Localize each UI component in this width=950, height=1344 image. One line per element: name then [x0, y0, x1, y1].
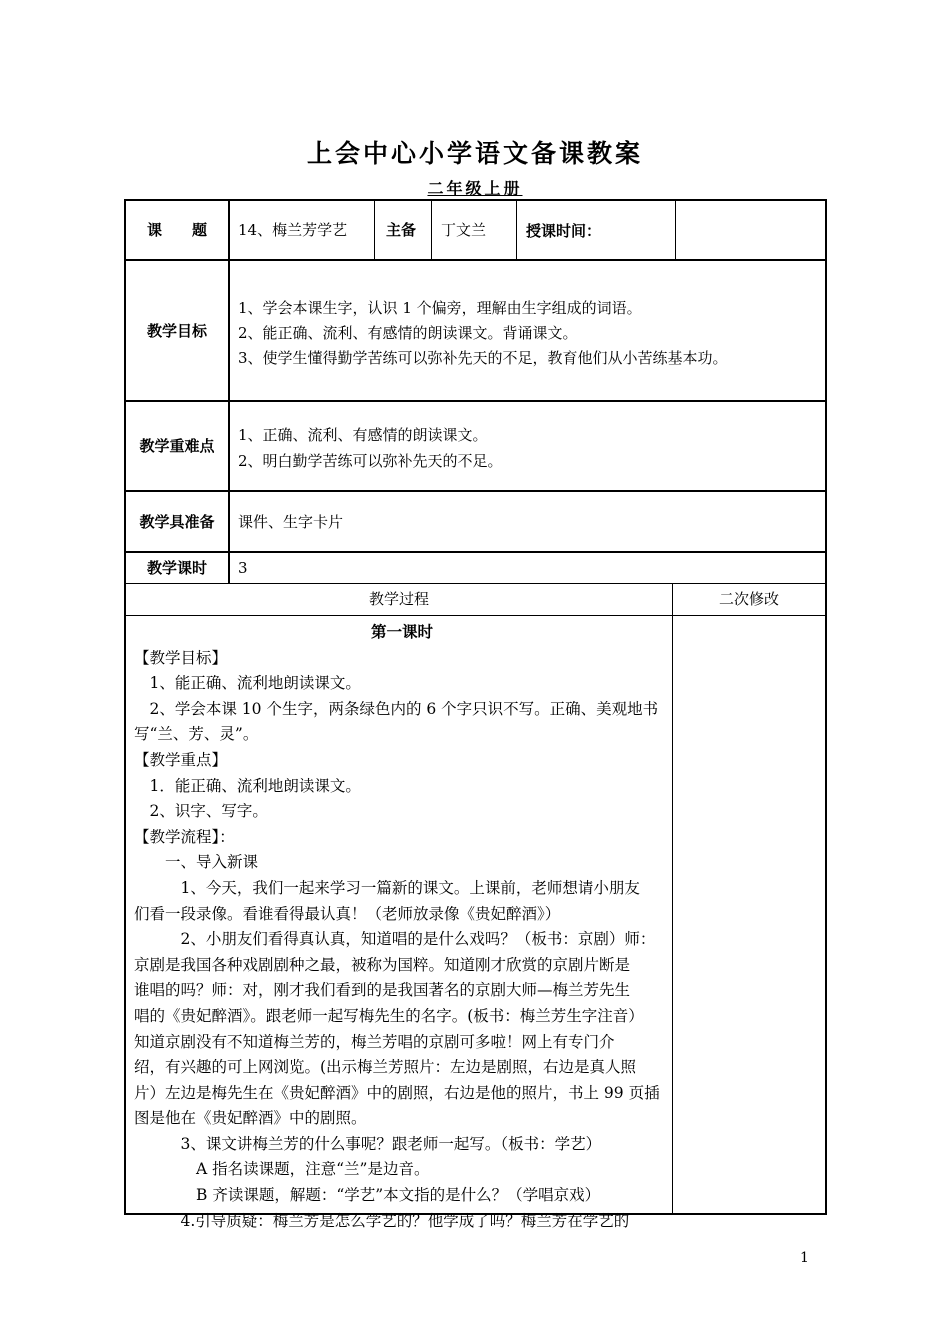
process-line: 1、能正确、流利地朗读课文。 [134, 674, 361, 693]
process-line: 谁唱的吗？师：对，刚才我们看到的是我国著名的京剧大师—梅兰芳先生 [134, 981, 631, 1000]
process-line: 【教学流程】： [134, 827, 235, 846]
process-line: 唱的《贵妃醉酒》。跟老师一起写梅先生的名字。(板书：梅兰芳生字注音） [134, 1006, 644, 1025]
hours-value: 3 [238, 559, 248, 577]
process-line: 京剧是我国各种戏剧剧种之最，被称为国粹。知道刚才欣赏的京剧片断是 [134, 955, 631, 974]
topic-label: 课 题 [146, 221, 207, 239]
key-point-line: 2、明白勤学苦练可以弥补先天的不足。 [238, 452, 503, 470]
revision-header: 二次修改 [718, 590, 779, 608]
process-line: 1．能正确、流利地朗读课文。 [134, 776, 361, 795]
process-header: 教学过程 [368, 590, 429, 608]
goals-label: 教学目标 [146, 322, 207, 340]
materials-value: 课件、生字卡片 [238, 513, 344, 531]
process-line: 2、小朋友们看得真认真，知道唱的是什么戏吗？（板书：京剧）师： [134, 930, 656, 949]
page-title: 上会中心小学语文备课教案 [306, 139, 643, 168]
process-line: 【教学重点】 [134, 750, 228, 769]
process-line: 4.引导质疑：梅兰芳是怎么学艺的？他学成了吗？梅兰芳在学艺的 [134, 1211, 630, 1230]
page-subtitle [0, 176, 950, 199]
lesson-process [134, 620, 670, 1234]
time-label: 授课时间： [526, 222, 602, 240]
col-divider [431, 199, 432, 259]
col-divider [672, 583, 673, 1215]
process-line: 1、今天，我们一起来学习一篇新的课文。上课前，老师想请小朋友 [134, 878, 640, 897]
process-line: 一、导入新课 [134, 853, 259, 872]
lesson-title: 第一课时 [370, 623, 433, 641]
process-line: 【教学目标】 [134, 648, 228, 667]
grade-label: 二年级上册 [427, 179, 523, 198]
lead-label: 主备 [386, 221, 417, 239]
row-divider [124, 583, 827, 584]
process-line: 2、识字、写字。 [134, 802, 268, 821]
process-line: 图是他在《贵妃醉酒》中的剧照。 [134, 1109, 367, 1128]
process-line: 片）左边是梅先生在《贵妃醉酒》中的剧照，右边是他的照片，书上 99 页插 [134, 1083, 660, 1102]
process-line: 写“兰、芳、灵”。 [134, 725, 259, 744]
key-points-label: 教学重难点 [139, 437, 215, 455]
row-divider [124, 615, 827, 616]
process-line: 知道京剧没有不知道梅兰芳的，梅兰芳唱的京剧可多啦！网上有专门介 [134, 1032, 615, 1051]
goal-line: 1、学会本课生字，认识 1 个偏旁，理解由生字组成的词语。 [238, 299, 642, 317]
page-number: 1 [800, 1250, 809, 1266]
col-divider [374, 199, 375, 259]
col-divider [675, 199, 676, 259]
hours-label: 教学课时 [146, 559, 207, 577]
process-line: A 指名读课题，注意“兰”是边音。 [134, 1160, 430, 1179]
topic-value: 14、梅兰芳学艺 [238, 221, 348, 239]
lead-value: 丁文兰 [441, 221, 487, 239]
process-line: 绍，有兴趣的可上网浏览。(出示梅兰芳照片：左边是剧照，右边是真人照 [134, 1058, 637, 1077]
col-divider [228, 199, 230, 583]
process-line: 3、课文讲梅兰芳的什么事呢？跟老师一起写。（板书：学艺） [134, 1134, 602, 1153]
goal-line: 2、能正确、流利、有感情的朗读课文。背诵课文。 [238, 324, 578, 342]
process-line: 2、学会本课 10 个生字，两条绿色内的 6 个字只识不写。正确、美观地书 [134, 699, 659, 718]
goal-line: 3、使学生懂得勤学苦练可以弥补先天的不足，教育他们从小苦练基本功。 [238, 349, 728, 367]
process-line: B 齐读课题，解题：“学艺”本文指的是什么？（学唱京戏） [134, 1186, 601, 1205]
materials-label: 教学具准备 [139, 513, 215, 531]
col-divider [516, 199, 517, 259]
key-point-line: 1、正确、流利、有感情的朗读课文。 [238, 426, 488, 444]
process-line: 们看一段录像。看谁看得最认真！（老师放录像《贵妃醉酒》） [134, 904, 561, 923]
